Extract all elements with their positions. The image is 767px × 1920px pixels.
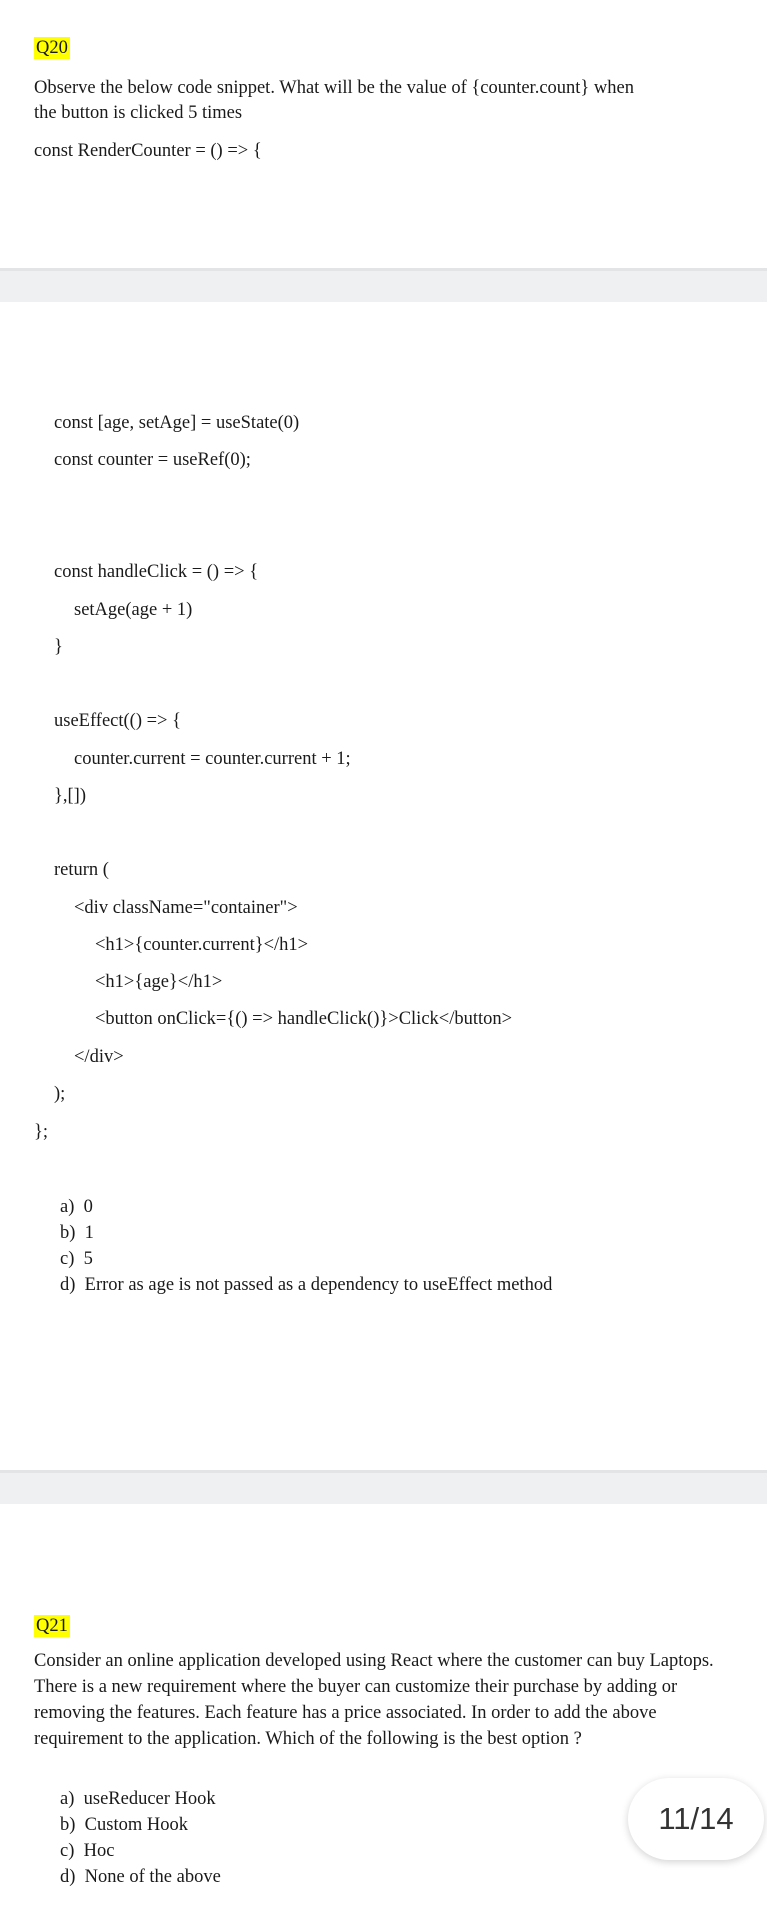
code-line: <button onClick={() => handleClick()}>Click</button> <box>95 1009 513 1029</box>
code-line: }; <box>34 1122 49 1142</box>
code-line: <div className="container"> <box>74 898 298 918</box>
code-line: const handleClick = () => { <box>54 562 259 582</box>
question-text-line-2: the button is clicked 5 times <box>34 103 243 123</box>
question-text-q21: Consider an online application developed using React where the customer can buy Laptops. There is a new requirement where the buyer can customize their purchase by adding or removing the features. Each feature has a price associated. In order to add the above requirement to the application. Which of the following is the best option ? <box>34 1651 714 1749</box>
code-line: },[]) <box>54 786 86 806</box>
page-separator <box>0 268 767 302</box>
question-label-q20: Q20 <box>36 38 68 58</box>
code-line: useEffect(() => { <box>54 711 181 731</box>
option-b: b) 1 <box>60 1223 94 1243</box>
page-indicator: 11/14 <box>628 1778 764 1860</box>
code-line: } <box>54 637 63 657</box>
code-line: </div> <box>74 1047 124 1067</box>
option-b: b) Custom Hook <box>60 1815 188 1835</box>
page-q20-code <box>0 302 767 1470</box>
code-line: <h1>{age}</h1> <box>95 972 223 992</box>
option-c: c) 5 <box>60 1249 93 1269</box>
option-c: c) Hoc <box>60 1841 115 1861</box>
question-text-line-1: Observe the below code snippet. What will be the value of {counter.count} when <box>34 78 634 98</box>
code-line: const [age, setAge] = useState(0) <box>54 413 300 433</box>
code-line: setAge(age + 1) <box>74 600 193 620</box>
code-line: return ( <box>54 860 109 880</box>
code-intro: const RenderCounter = () => { <box>34 141 262 161</box>
page-q20-top <box>0 0 767 268</box>
option-d: d) Error as age is not passed as a dependency to useEffect method <box>60 1275 553 1295</box>
option-a: a) useReducer Hook <box>60 1789 216 1809</box>
code-line: ); <box>54 1084 66 1104</box>
option-a: a) 0 <box>60 1197 93 1217</box>
code-line: <h1>{counter.current}</h1> <box>95 935 309 955</box>
question-label-q21: Q21 <box>36 1616 68 1636</box>
page-q21 <box>0 1504 767 1920</box>
page-separator <box>0 1470 767 1504</box>
code-line: const counter = useRef(0); <box>54 450 251 470</box>
code-line: counter.current = counter.current + 1; <box>74 749 351 769</box>
option-d: d) None of the above <box>60 1867 221 1887</box>
